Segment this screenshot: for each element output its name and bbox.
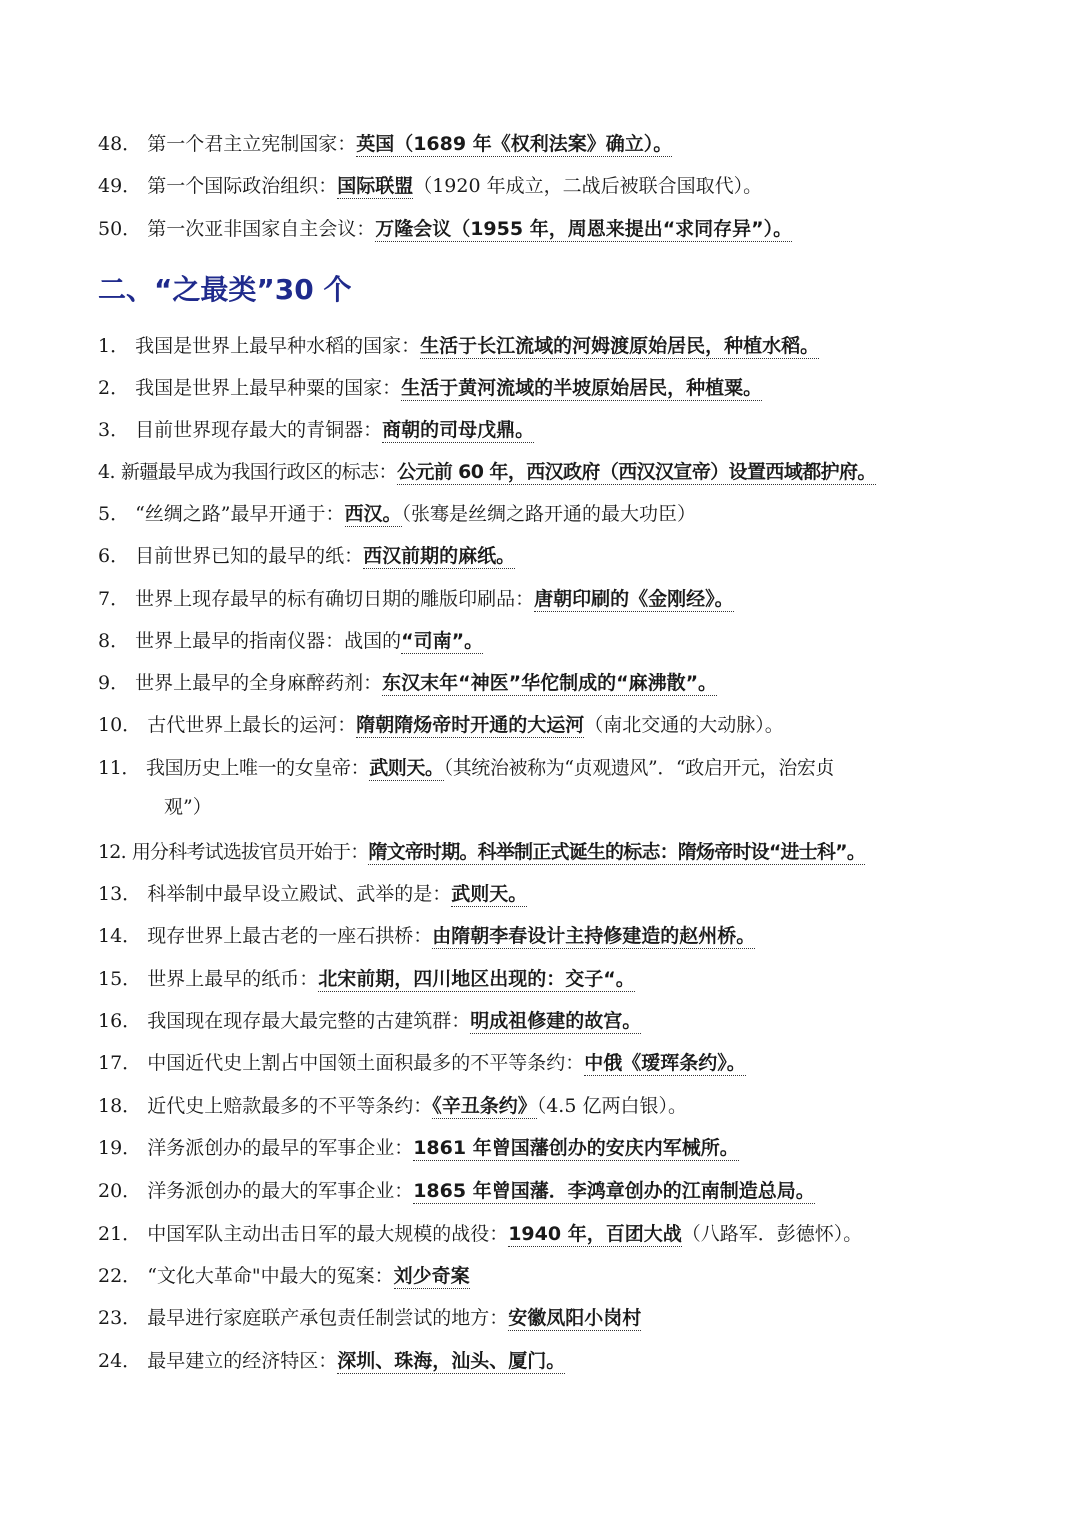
item-number: 8． — [98, 630, 130, 652]
item-number: 21． — [98, 1223, 142, 1245]
item-number: 5． — [98, 503, 130, 525]
item-question: 世界上最早的纸币： — [147, 968, 319, 990]
item-question: 最早建立的经济特区： — [147, 1350, 338, 1372]
item-number: 12. — [98, 841, 126, 863]
item-note: （1920 年成立，二战后被联合国取代）。 — [413, 175, 763, 197]
item-number: 10． — [98, 714, 142, 736]
item-question: “丝绸之路”最早开通于： — [135, 503, 345, 525]
item-question: 目前世界已知的最早的纸： — [135, 545, 364, 567]
item-number: 7． — [98, 588, 130, 610]
item-answer: 由隋朝李春设计主持修建造的赵州桥。 — [432, 925, 756, 947]
item-question: 近代史上赔款最多的不平等条约： — [147, 1095, 433, 1117]
list-item — [98, 332, 1020, 360]
item-answer: 1940 年，百团大战 — [508, 1223, 682, 1245]
list-item — [98, 1007, 1020, 1035]
item-number: 18． — [98, 1095, 142, 1117]
item-answer: 西汉前期的麻纸。 — [363, 545, 516, 567]
list-item — [98, 1049, 1020, 1077]
item-note: （张骞是丝绸之路开通的最大功臣） — [401, 503, 697, 525]
list-item — [98, 130, 1020, 158]
list-item — [98, 838, 1020, 866]
item-number: 2． — [98, 377, 130, 399]
list-item — [98, 1262, 1020, 1290]
item-question: 现存世界上最古老的一座石拱桥： — [147, 925, 433, 947]
item-number: 48． — [98, 133, 142, 155]
item-answer: 英国（1689 年《权利法案》确立）。 — [356, 133, 673, 155]
item-question: 第一个国际政治组织： — [147, 175, 338, 197]
item-answer: 隋文帝时期。科举制正式诞生的标志：隋炀帝时设“进士科”。 — [368, 841, 866, 863]
list-item — [98, 669, 1020, 697]
list-item — [98, 215, 1020, 243]
item-answer: 生活于黄河流域的半坡原始居民，种植粟。 — [401, 377, 763, 399]
item-answer: 武则天。 — [451, 883, 528, 905]
item-answer: 武则天。 — [369, 757, 444, 779]
list-item — [98, 172, 1020, 200]
item-answer: 深圳、珠海，汕头、厦门。 — [337, 1350, 566, 1372]
item-question: 洋务派创办的最大的军事企业： — [147, 1180, 414, 1202]
item-question: 我国是世界上最早种粟的国家： — [135, 377, 402, 399]
item-question: 我国是世界上最早种水稻的国家： — [135, 335, 421, 357]
item-answer: 万隆会议（1955 年，周恩来提出“求同存异”）。 — [375, 218, 793, 240]
item-note: （其统治被称为“贞观遗风”．“政启开元，治宏贞 — [443, 757, 835, 779]
list-item — [98, 754, 1020, 782]
item-question: 目前世界现存最大的青铜器： — [135, 419, 383, 441]
list-item — [98, 585, 1020, 613]
item-question: 我国历史上唯一的女皇帝： — [145, 757, 370, 779]
item-question: 洋务派创办的最早的军事企业： — [147, 1137, 414, 1159]
item-question: “文化大革命"中最大的冤案： — [147, 1265, 394, 1287]
item-number: 9． — [98, 672, 130, 694]
item-answer: 国际联盟 — [337, 175, 414, 197]
item-number: 17． — [98, 1052, 142, 1074]
item-question: 用分科考试选拔官员开始于： — [131, 841, 369, 863]
item-note: （4.5 亿两白银）。 — [536, 1095, 687, 1117]
list-item — [98, 1134, 1020, 1162]
list-item — [98, 416, 1020, 444]
list-item — [98, 542, 1020, 570]
item-question: 世界上现存最早的标有确切日期的雕版印刷品： — [135, 588, 535, 610]
item-answer: 北宋前期，四川地区出现的：交子“。 — [318, 968, 635, 990]
item-number: 14． — [98, 925, 142, 947]
item-answer: 隋朝隋炀帝时开通的大运河 — [356, 714, 585, 736]
item-number: 19． — [98, 1137, 142, 1159]
item-question: 最早进行家庭联产承包责任制尝试的地方： — [147, 1307, 509, 1329]
list-item — [98, 1220, 1020, 1248]
item-question: 第一次亚非国家自主会议： — [147, 218, 376, 240]
item-number: 6． — [98, 545, 130, 567]
item-number: 13． — [98, 883, 142, 905]
item-answer: 安徽凤阳小岗村 — [508, 1307, 642, 1329]
list-item — [98, 965, 1020, 993]
section-heading: 二、“之最类”30 个 — [98, 273, 352, 306]
item-question: 第一个君主立宪制国家： — [147, 133, 357, 155]
item-question: 我国现在现存最大最完整的古建筑群： — [147, 1010, 471, 1032]
item-number: 1． — [98, 335, 130, 357]
item-note-continuation: 观”） — [164, 796, 212, 818]
item-answer: 商朝的司母戊鼎。 — [382, 419, 535, 441]
list-item — [98, 627, 1020, 655]
list-item — [98, 1347, 1020, 1375]
item-answer: 公元前 60 年，西汉政府（西汉汉宣帝）设置西域都护府。 — [396, 461, 876, 483]
item-question: 新疆最早成为我国行政区的标志： — [120, 461, 397, 483]
item-question: 中国军队主动出击日军的最大规模的战役： — [147, 1223, 509, 1245]
item-answer: 生活于长江流域的河姆渡原始居民，种植水稻。 — [420, 335, 820, 357]
list-item — [98, 458, 1020, 486]
item-question: 世界上最早的指南仪器：战国的 — [135, 630, 402, 652]
item-question: 世界上最早的全身麻醉药剂： — [135, 672, 383, 694]
item-answer: 《辛丑条约》 — [432, 1095, 537, 1117]
item-number: 11． — [98, 757, 140, 779]
list-item — [98, 880, 1020, 908]
list-item — [98, 1304, 1020, 1332]
item-number: 20． — [98, 1180, 142, 1202]
item-number: 49． — [98, 175, 142, 197]
item-answer: 中俄《瑷珲条约》。 — [584, 1052, 746, 1074]
item-answer: 1861 年曾国藩创办的安庆内军械所。 — [413, 1137, 739, 1159]
item-number: 15． — [98, 968, 142, 990]
item-answer: 刘少奇案 — [393, 1265, 470, 1287]
item-answer: “司南”。 — [401, 630, 484, 652]
list-item — [98, 500, 1020, 528]
item-number: 23． — [98, 1307, 142, 1329]
list-item — [98, 374, 1020, 402]
item-answer: 1865 年曾国藩．李鸿章创办的江南制造总局。 — [413, 1180, 815, 1202]
item-question: 科举制中最早设立殿试、武举的是： — [147, 883, 452, 905]
item-question: 古代世界上最长的运河： — [147, 714, 357, 736]
item-number: 50． — [98, 218, 142, 240]
list-item — [98, 1092, 1020, 1120]
list-item — [98, 1177, 1020, 1205]
item-answer: 唐朝印刷的《金刚经》。 — [534, 588, 734, 610]
item-answer: 明成祖修建的故宫。 — [470, 1010, 642, 1032]
item-answer: 东汉末年“神医”华佗制成的“麻沸散”。 — [382, 672, 718, 694]
list-item — [98, 711, 1020, 739]
item-question: 中国近代史上割占中国领土面积最多的不平等条约： — [147, 1052, 585, 1074]
item-note: （南北交通的大动脉）。 — [584, 714, 784, 736]
item-number: 22． — [98, 1265, 142, 1287]
item-number: 3． — [98, 419, 130, 441]
item-number: 4. — [98, 461, 115, 483]
item-answer: 西汉。 — [344, 503, 402, 525]
item-note: （八路军．彭德怀）。 — [681, 1223, 863, 1245]
item-number: 16． — [98, 1010, 142, 1032]
list-item — [98, 922, 1020, 950]
item-number: 24． — [98, 1350, 142, 1372]
